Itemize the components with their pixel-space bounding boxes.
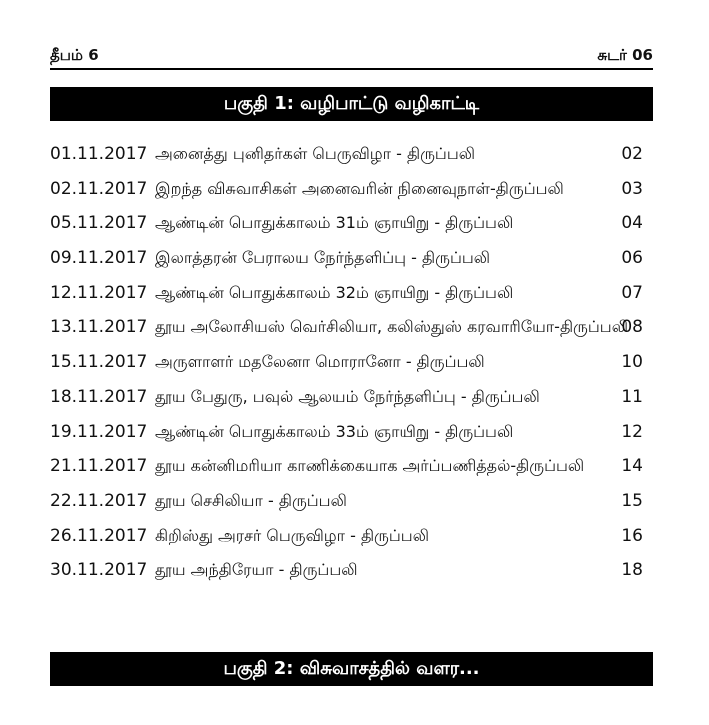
toc-row <box>50 137 653 172</box>
table-of-contents <box>50 137 653 588</box>
toc-page: 07 <box>621 282 643 303</box>
toc-title: தூய அலோசியஸ் வெர்சிலியா, கலிஸ்துஸ் கரவாரியோ-திருப்பலி <box>155 317 628 337</box>
toc-row <box>50 206 653 241</box>
page-header <box>50 46 653 68</box>
toc-date: 15.11.2017 <box>50 352 148 373</box>
toc-row <box>50 449 653 484</box>
toc-row <box>50 484 653 519</box>
toc-date: 21.11.2017 <box>50 456 148 477</box>
toc-page: 04 <box>621 213 643 234</box>
toc-row <box>50 345 653 380</box>
toc-date: 05.11.2017 <box>50 213 148 234</box>
toc-page: 06 <box>621 248 643 269</box>
header-issue: தீபம் 6 <box>50 46 99 64</box>
toc-title: தூய செசிலியா - திருப்பலி <box>155 490 347 510</box>
header-number: சுடர் 06 <box>597 46 653 64</box>
toc-title: ஆண்டின் பொதுக்காலம் 33ம் ஞாயிறு - திருப்பலி <box>155 421 514 441</box>
toc-date: 19.11.2017 <box>50 421 148 442</box>
toc-date: 01.11.2017 <box>50 144 148 164</box>
toc-row <box>50 172 653 207</box>
toc-title: இறந்த விசுவாசிகள் அனைவரின் நினைவுநாள்-திருப்பலி <box>155 178 564 198</box>
toc-row <box>50 310 653 345</box>
section-2-heading: பகுதி 2: விசுவாசத்தில் வளர... <box>50 652 653 686</box>
header-rule <box>50 68 653 70</box>
toc-date: 30.11.2017 <box>50 560 148 581</box>
toc-title: அருளாளர் மதலேனா மொரானோ - திருப்பலி <box>155 352 485 372</box>
toc-page: 08 <box>621 317 643 338</box>
toc-date: 02.11.2017 <box>50 178 148 199</box>
toc-page: 11 <box>621 386 643 407</box>
toc-title: தூய அந்திரேயா - திருப்பலி <box>155 560 358 580</box>
toc-page: 16 <box>621 525 643 546</box>
toc-row <box>50 380 653 415</box>
toc-title: தூய பேதுரு, பவுல் ஆலயம் நேர்ந்தளிப்பு - திருப்பலி <box>155 386 540 406</box>
toc-row <box>50 241 653 276</box>
toc-page: 18 <box>621 560 643 581</box>
toc-page: 03 <box>621 178 643 199</box>
toc-title: ஆண்டின் பொதுக்காலம் 31ம் ஞாயிறு - திருப்பலி <box>155 213 514 233</box>
toc-page: 02 <box>621 144 643 164</box>
toc-page: 15 <box>621 490 643 511</box>
toc-title: ஆண்டின் பொதுக்காலம் 32ம் ஞாயிறு - திருப்பலி <box>155 282 514 302</box>
toc-page: 12 <box>621 421 643 442</box>
toc-row <box>50 553 653 588</box>
toc-date: 26.11.2017 <box>50 525 148 546</box>
toc-date: 12.11.2017 <box>50 282 148 303</box>
toc-date: 18.11.2017 <box>50 386 148 407</box>
toc-page: 10 <box>621 352 643 373</box>
toc-date: 13.11.2017 <box>50 317 148 338</box>
toc-row <box>50 276 653 311</box>
section-1-heading: பகுதி 1: வழிபாட்டு வழிகாட்டி <box>50 87 653 121</box>
toc-title: கிறிஸ்து அரசர் பெருவிழா - திருப்பலி <box>155 525 429 545</box>
toc-row <box>50 415 653 450</box>
toc-date: 09.11.2017 <box>50 248 148 269</box>
toc-title: இலாத்தரன் பேராலய நேர்ந்தளிப்பு - திருப்பலி <box>155 248 491 268</box>
toc-row <box>50 519 653 554</box>
toc-title: அனைத்து புனிதர்கள் பெருவிழா - திருப்பலி <box>155 144 476 163</box>
toc-date: 22.11.2017 <box>50 490 148 511</box>
toc-title: தூய கன்னிமரியா காணிக்கையாக அர்ப்பணித்தல்-திருப்பலி <box>155 456 585 476</box>
toc-page: 14 <box>621 456 643 477</box>
